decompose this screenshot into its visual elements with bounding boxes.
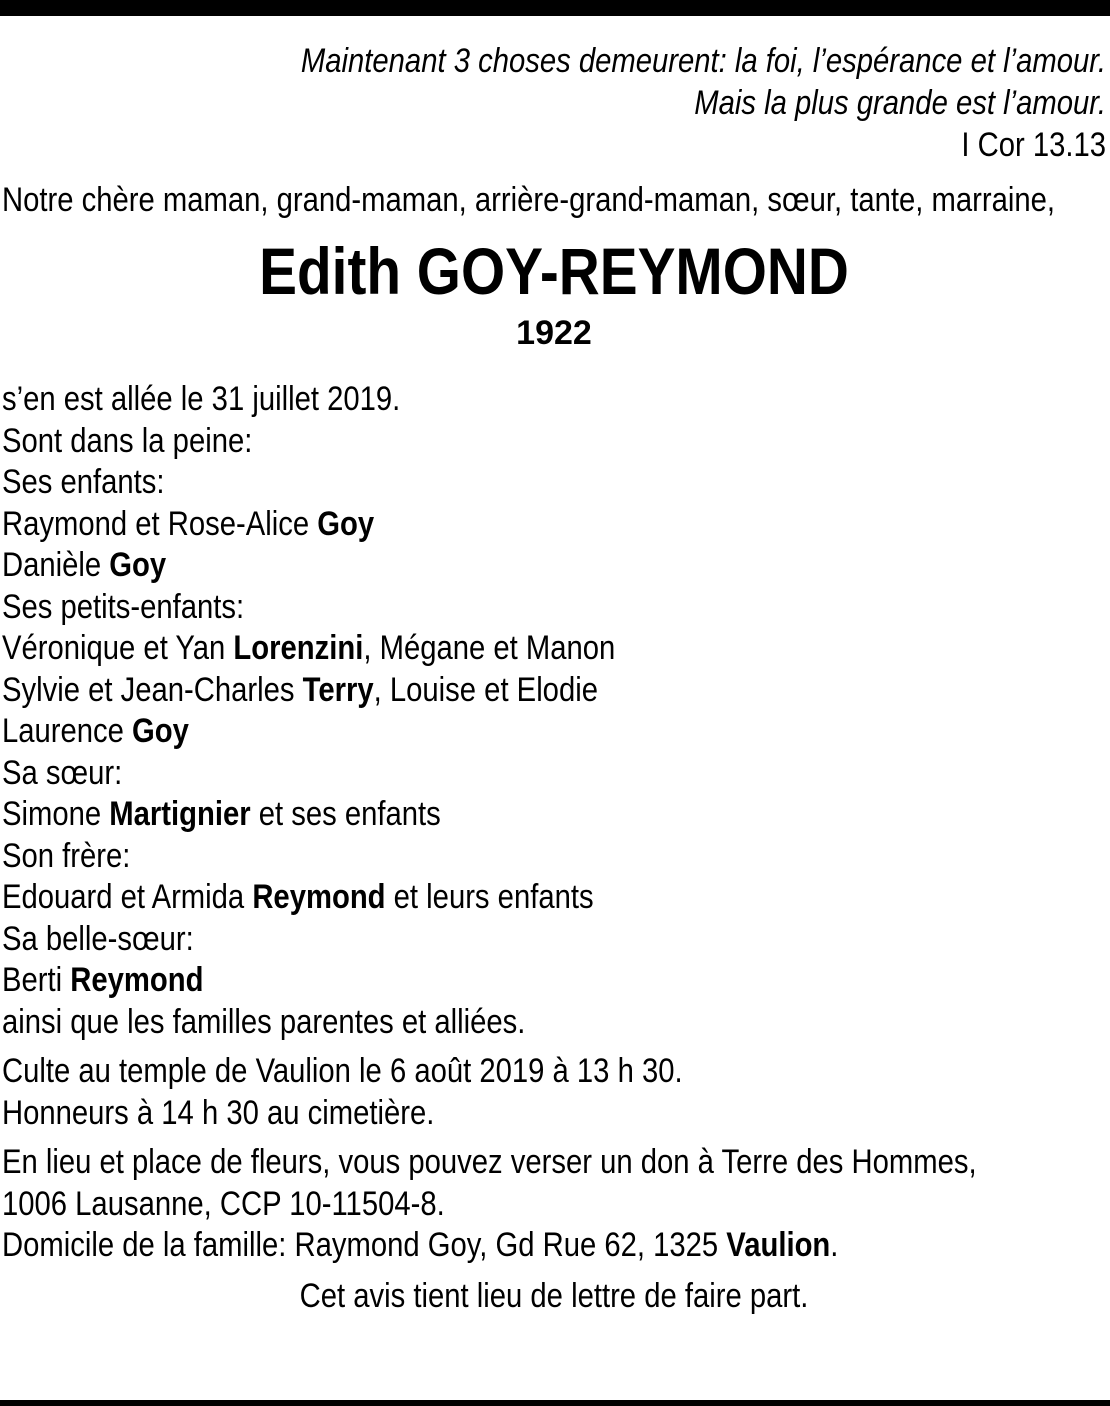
service-line-2: Honneurs à 14 h 30 au cimetière. (2, 1093, 435, 1132)
deceased-name: Edith GOY-REYMOND (259, 234, 849, 308)
child-2: Danièle Goy (2, 546, 167, 584)
grandchild-2: Sylvie et Jean-Charles Terry, Louise et Elodie (2, 670, 598, 709)
sister-in-law: Berti Reymond (2, 961, 204, 999)
service-info (2, 1051, 951, 1134)
other-families: ainsi que les familles parentes et alliées. (2, 1002, 526, 1041)
surname: Martignier (109, 795, 251, 833)
grandchildren-label: Ses petits-enfants: (2, 587, 245, 626)
sister: Simone Martignier et ses enfants (2, 795, 441, 833)
grandchild-1: Véronique et Yan Lorenzini, Mégane et Manon (2, 629, 616, 667)
verse-line-1: Maintenant 3 choses demeurent: la foi, l’espérance et l’amour. (300, 42, 1106, 80)
sister-in-law-label: Sa belle-sœur: (2, 919, 194, 958)
surname: Lorenzini (233, 629, 364, 667)
birth-year: 1922 (516, 314, 592, 352)
verse-reference: I Cor 13.13 (961, 126, 1106, 164)
obituary-notice (2, 40, 1106, 1317)
intro-line: Notre chère maman, grand-maman, arrière-grand-maman, sœur, tante, marraine, (2, 181, 1056, 219)
donation-line-2: 1006 Lausanne, CCP 10-11504-8. (2, 1184, 445, 1223)
passing-date: s’en est allée le 31 juillet 2019. (2, 380, 401, 418)
town: Vaulion (726, 1226, 831, 1264)
surname: Reymond (70, 961, 204, 999)
surname: Goy (132, 712, 189, 750)
verse-line-2: Mais la plus grande est l’amour. (694, 84, 1106, 122)
child-1: Raymond et Rose-Alice Goy (2, 504, 375, 543)
closing-note: Cet avis tient lieu de lettre de faire part. (299, 1276, 809, 1315)
bottom-rule (0, 1400, 1110, 1406)
sister-label: Sa sœur: (2, 753, 123, 792)
mourners-heading: Sont dans la peine: (2, 421, 253, 460)
top-rule (0, 0, 1110, 16)
brother-label: Son frère: (2, 836, 131, 875)
surname: Goy (109, 546, 167, 584)
surname: Goy (317, 504, 375, 543)
bible-verse (157, 40, 1106, 166)
grandchild-3: Laurence Goy (2, 712, 189, 750)
donation-info (2, 1142, 977, 1267)
donation-line-1: En lieu et place de fleurs, vous pouvez verser un don à Terre des Hommes, (2, 1143, 977, 1181)
intro-text (2, 181, 1106, 219)
surname: Terry (302, 670, 374, 709)
family-list (2, 379, 951, 1043)
family-domicile: Domicile de la famille: Raymond Goy, Gd Rue 62, 1325 Vaulion. (2, 1226, 839, 1264)
children-label: Ses enfants: (2, 463, 165, 501)
service-line-1: Culte au temple de Vaulion le 6 août 2019 à 13 h 30. (2, 1052, 683, 1090)
brother: Edouard et Armida Reymond et leurs enfants (2, 878, 594, 916)
surname: Reymond (252, 878, 386, 916)
